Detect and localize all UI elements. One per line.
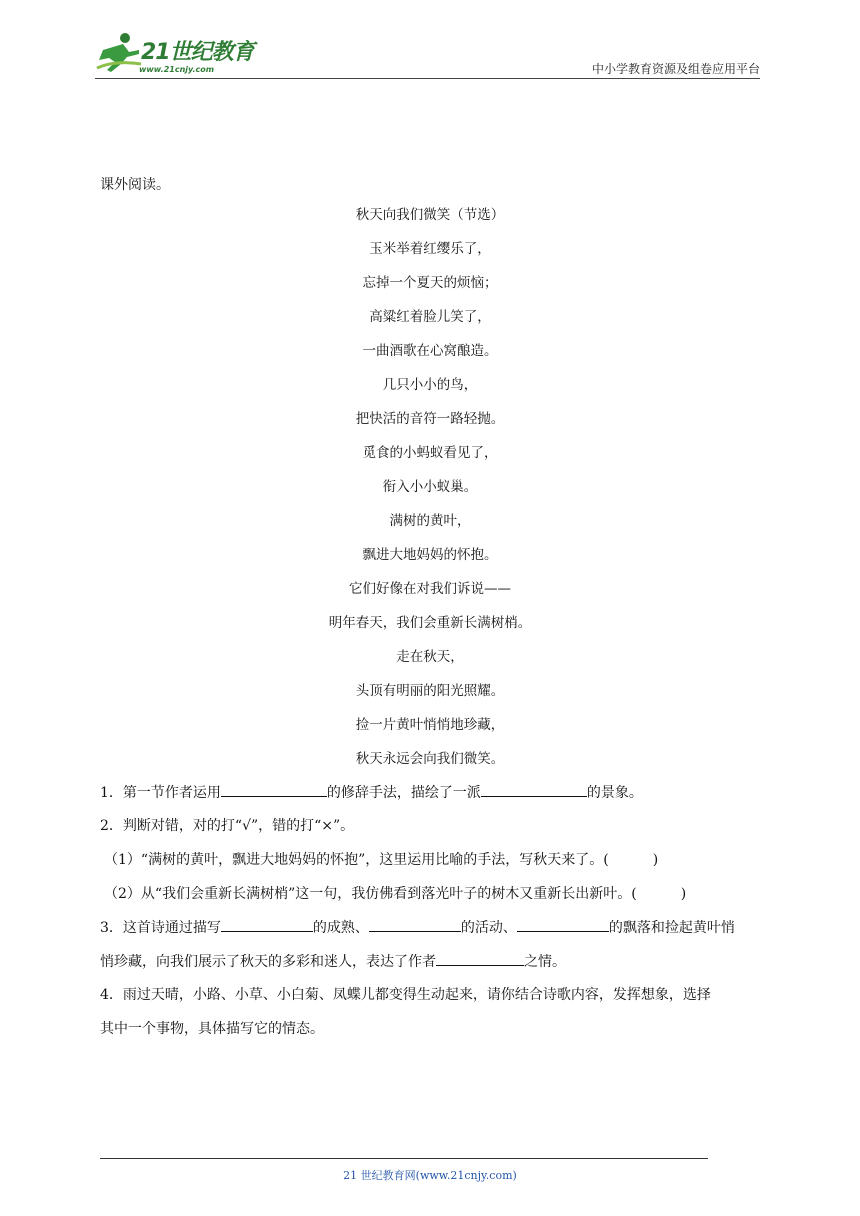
poem-line: 几只小小的鸟， [382,377,478,393]
poem-line: 玉米举着红缨乐了， [369,241,491,257]
header-divider [95,78,760,79]
poem-line: 觅食的小蚂蚁看见了， [362,445,498,461]
poem-line: 把快活的音符一路轻抛。 [355,411,505,427]
poem-line: 走在秋天， [396,649,464,665]
q2-1-text: （1）“满树的黄叶，飘进大地妈妈的怀抱”，这里运用比喻的手法，写秋天来了。( [104,852,609,868]
poem-line: 它们好像在对我们诉说—— [349,581,511,597]
poem-line: 头顶有明丽的阳光照耀。 [355,683,505,699]
site-logo [95,30,260,75]
q3-text-d: 的飘落和捡起黄叶悄 [608,920,735,936]
poem-line: 飘进大地妈妈的怀抱。 [362,547,498,563]
poem-title: 秋天向我们微笑（节选） [355,207,505,223]
q3-blank-2[interactable] [369,917,461,932]
q3-text-f: 之情。 [524,954,566,970]
poem-line: 一曲酒歌在心窝酿造。 [362,343,498,359]
q2-2-text: （2）从“我们会重新长满树梢”这一句，我仿佛看到落光叶子的树木又重新长出新叶。( [104,886,637,902]
logo-main-text: 21世纪教育 [141,40,254,65]
question-2: 2．判断对错，对的打“√”，错的打“×”。 [100,818,355,834]
header-platform-text: 中小学教育资源及组卷应用平台 [591,62,760,76]
q3-text-e: 悄珍藏，向我们展示了秋天的多彩和迷人，表达了作者 [100,954,436,970]
poem-line: 明年春天，我们会重新长满树梢。 [328,615,532,631]
runner-logo-icon [95,30,143,74]
question-3-line-2 [100,951,760,972]
poem-line: 捡一片黄叶悄悄地珍藏， [355,717,505,733]
q2-1-close-paren: ) [652,852,659,868]
poem-line: 秋天永远会向我们微笑。 [355,751,505,767]
q3-text-b: 的成熟、 [312,920,369,936]
q1-blank-1[interactable] [221,782,327,797]
poem-line: 忘掉一个夏天的烦恼； [362,275,498,291]
q3-blank-1[interactable] [221,917,313,932]
q3-text-c: 的活动、 [460,920,517,936]
poem-line: 高粱红着脸儿笑了， [369,309,491,325]
question-2-2 [104,884,764,904]
q3-blank-3[interactable] [517,917,609,932]
q1-blank-2[interactable] [481,782,587,797]
q1-text-c: 的景象。 [586,785,643,801]
q2-2-close-paren: ) [680,886,687,902]
logo-sub-text: www.21cnjy.com [139,65,215,74]
section-intro: 课外阅读。 [100,177,170,193]
q1-text-a: 1．第一节作者运用 [100,785,221,801]
poem-line: 衔入小小蚁巢。 [382,479,478,495]
q1-text-b: 的修辞手法，描绘了一派 [326,785,481,801]
footer-divider [100,1158,708,1159]
q3-text-a: 3．这首诗通过描写 [100,920,221,936]
question-1 [100,782,760,803]
question-4-line-1: 4．雨过天晴，小路、小草、小白菊、凤蝶儿都变得生动起来，请你结合诗歌内容，发挥想象，选择 [100,987,711,1003]
poem-line: 满树的黄叶， [389,513,471,529]
page-header [95,30,760,80]
question-4-line-2: 其中一个事物，具体描写它的情态。 [100,1021,324,1037]
q3-blank-4[interactable] [436,951,524,966]
question-2-1 [104,850,764,870]
question-3-line-1 [100,917,760,938]
footer-site-text: 21 世纪教育网(www.21cnjy.com) [343,1169,517,1182]
poem [200,205,660,783]
